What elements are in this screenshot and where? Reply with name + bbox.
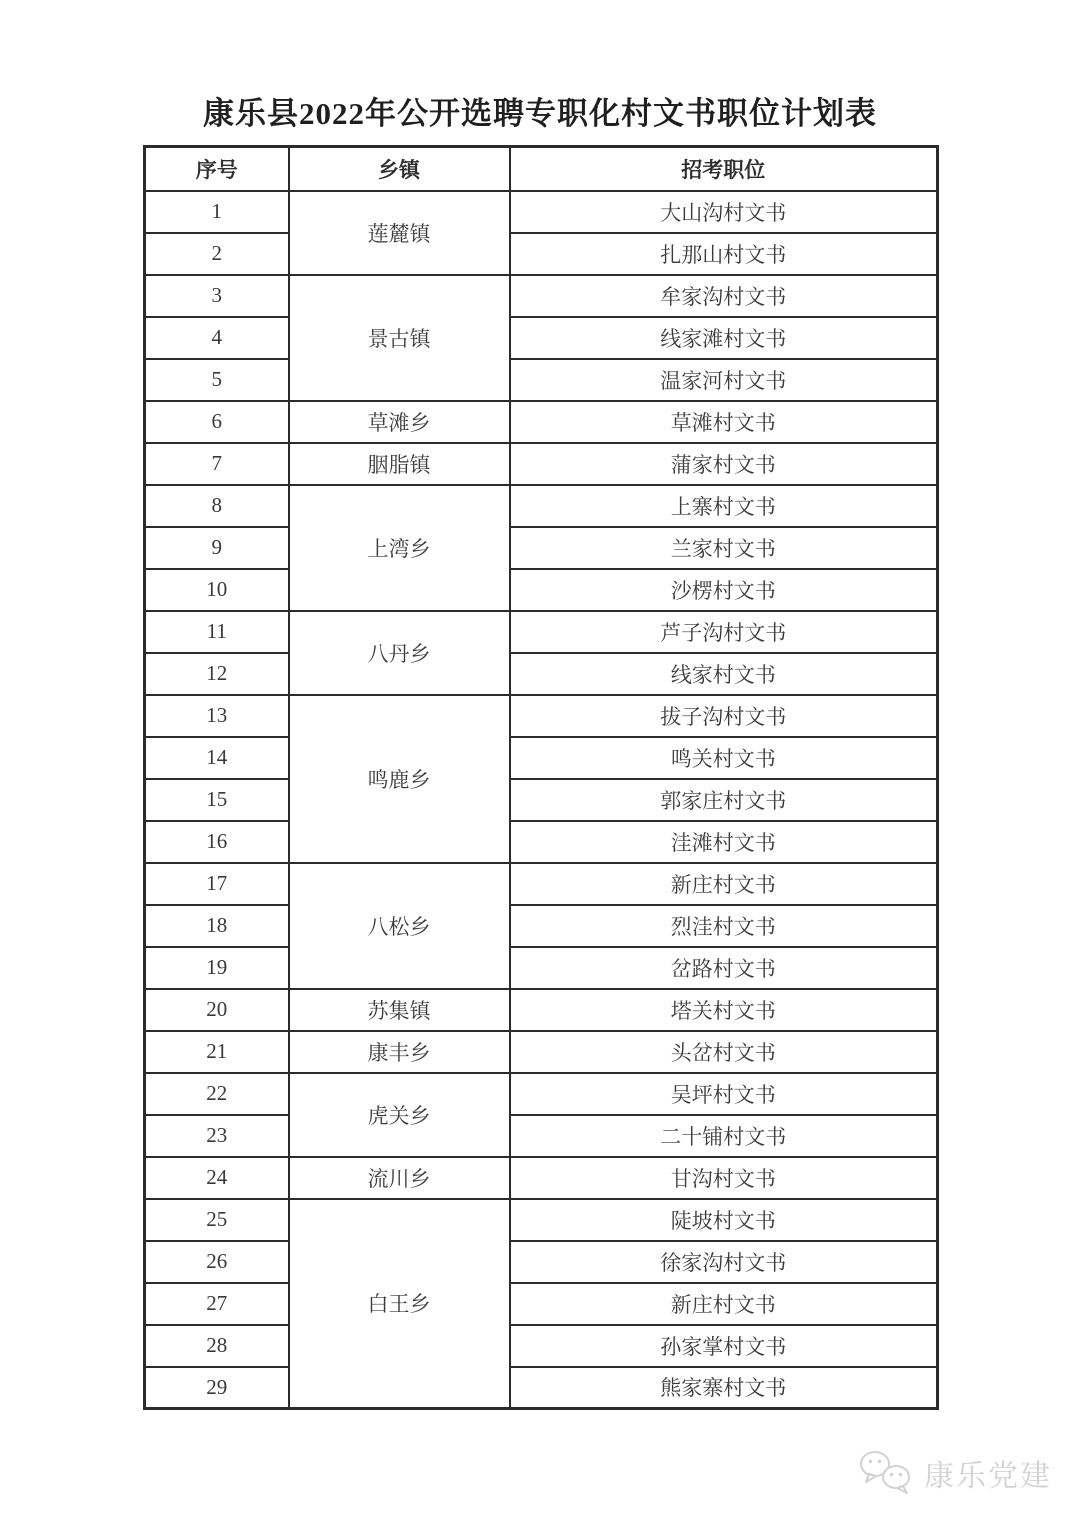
table-row [145,1031,938,1073]
cell-township: 流川乡 [289,1157,510,1199]
cell-serial-number: 29 [145,1367,289,1409]
table-row [145,527,938,569]
header-row [145,147,938,191]
cell-township: 康丰乡 [289,1031,510,1073]
column-header-position: 招考职位 [510,147,938,191]
cell-serial-number: 26 [145,1241,289,1283]
cell-position: 陡坡村文书 [510,1199,938,1241]
cell-position: 郭家庄村文书 [510,779,938,821]
cell-position: 上寨村文书 [510,485,938,527]
cell-position: 大山沟村文书 [510,191,938,233]
watermark [858,1449,1052,1497]
cell-position: 拔子沟村文书 [510,695,938,737]
column-header-township: 乡镇 [289,147,510,191]
table-row [145,989,938,1031]
cell-position: 新庄村文书 [510,1283,938,1325]
cell-serial-number: 28 [145,1325,289,1367]
cell-serial-number: 22 [145,1073,289,1115]
cell-position: 吴坪村文书 [510,1073,938,1115]
cell-position: 二十铺村文书 [510,1115,938,1157]
cell-serial-number: 1 [145,191,289,233]
cell-serial-number: 6 [145,401,289,443]
cell-serial-number: 27 [145,1283,289,1325]
cell-township: 苏集镇 [289,989,510,1031]
watermark-label: 康乐党建 [924,1460,1052,1493]
cell-position: 线家村文书 [510,653,938,695]
cell-serial-number: 9 [145,527,289,569]
table-row [145,1199,938,1241]
table-row [145,191,938,233]
cell-position: 洼滩村文书 [510,821,938,863]
cell-position: 牟家沟村文书 [510,275,938,317]
table-row [145,1325,938,1367]
table-row [145,1367,938,1409]
cell-position: 草滩村文书 [510,401,938,443]
cell-position: 兰家村文书 [510,527,938,569]
table-row [145,821,938,863]
cell-township: 上湾乡 [289,485,510,611]
cell-serial-number: 20 [145,989,289,1031]
cell-position: 鸣关村文书 [510,737,938,779]
positions-table [143,145,939,1410]
table-row [145,485,938,527]
table-row [145,905,938,947]
cell-serial-number: 11 [145,611,289,653]
table-row [145,653,938,695]
cell-serial-number: 21 [145,1031,289,1073]
table-row [145,1157,938,1199]
cell-position: 沙楞村文书 [510,569,938,611]
cell-serial-number: 23 [145,1115,289,1157]
cell-township: 鸣鹿乡 [289,695,510,863]
table-row [145,317,938,359]
table-row [145,1115,938,1157]
cell-township: 莲麓镇 [289,191,510,275]
page-title: 康乐县2022年公开选聘专职化村文书职位计划表 [203,96,877,131]
cell-township: 虎关乡 [289,1073,510,1157]
cell-serial-number: 5 [145,359,289,401]
table-row [145,443,938,485]
cell-position: 温家河村文书 [510,359,938,401]
table-row [145,569,938,611]
cell-position: 线家滩村文书 [510,317,938,359]
cell-position: 芦子沟村文书 [510,611,938,653]
cell-position: 熊家寨村文书 [510,1367,938,1409]
cell-township: 白王乡 [289,1199,510,1409]
cell-position: 孙家掌村文书 [510,1325,938,1367]
cell-serial-number: 8 [145,485,289,527]
cell-serial-number: 3 [145,275,289,317]
cell-township: 胭脂镇 [289,443,510,485]
cell-township: 景古镇 [289,275,510,401]
wechat-icon [858,1449,916,1497]
cell-serial-number: 4 [145,317,289,359]
cell-serial-number: 19 [145,947,289,989]
cell-serial-number: 12 [145,653,289,695]
cell-position: 甘沟村文书 [510,1157,938,1199]
cell-township: 八松乡 [289,863,510,989]
cell-position: 徐家沟村文书 [510,1241,938,1283]
table-row [145,695,938,737]
cell-position: 烈洼村文书 [510,905,938,947]
cell-serial-number: 16 [145,821,289,863]
cell-township: 草滩乡 [289,401,510,443]
table-row [145,1283,938,1325]
table-row [145,401,938,443]
table-row [145,359,938,401]
cell-position: 扎那山村文书 [510,233,938,275]
table-row [145,779,938,821]
cell-serial-number: 24 [145,1157,289,1199]
cell-position: 新庄村文书 [510,863,938,905]
cell-serial-number: 13 [145,695,289,737]
table-row [145,1073,938,1115]
cell-position: 塔关村文书 [510,989,938,1031]
table-row [145,233,938,275]
cell-serial-number: 17 [145,863,289,905]
cell-serial-number: 7 [145,443,289,485]
table-row [145,275,938,317]
cell-position: 岔路村文书 [510,947,938,989]
column-header-serial: 序号 [145,147,289,191]
cell-serial-number: 25 [145,1199,289,1241]
table-row [145,1241,938,1283]
cell-township: 八丹乡 [289,611,510,695]
cell-position: 头岔村文书 [510,1031,938,1073]
cell-serial-number: 14 [145,737,289,779]
table-row [145,737,938,779]
cell-serial-number: 15 [145,779,289,821]
table-row [145,611,938,653]
table-row [145,863,938,905]
table-row [145,947,938,989]
cell-position: 蒲家村文书 [510,443,938,485]
cell-serial-number: 2 [145,233,289,275]
cell-serial-number: 18 [145,905,289,947]
cell-serial-number: 10 [145,569,289,611]
